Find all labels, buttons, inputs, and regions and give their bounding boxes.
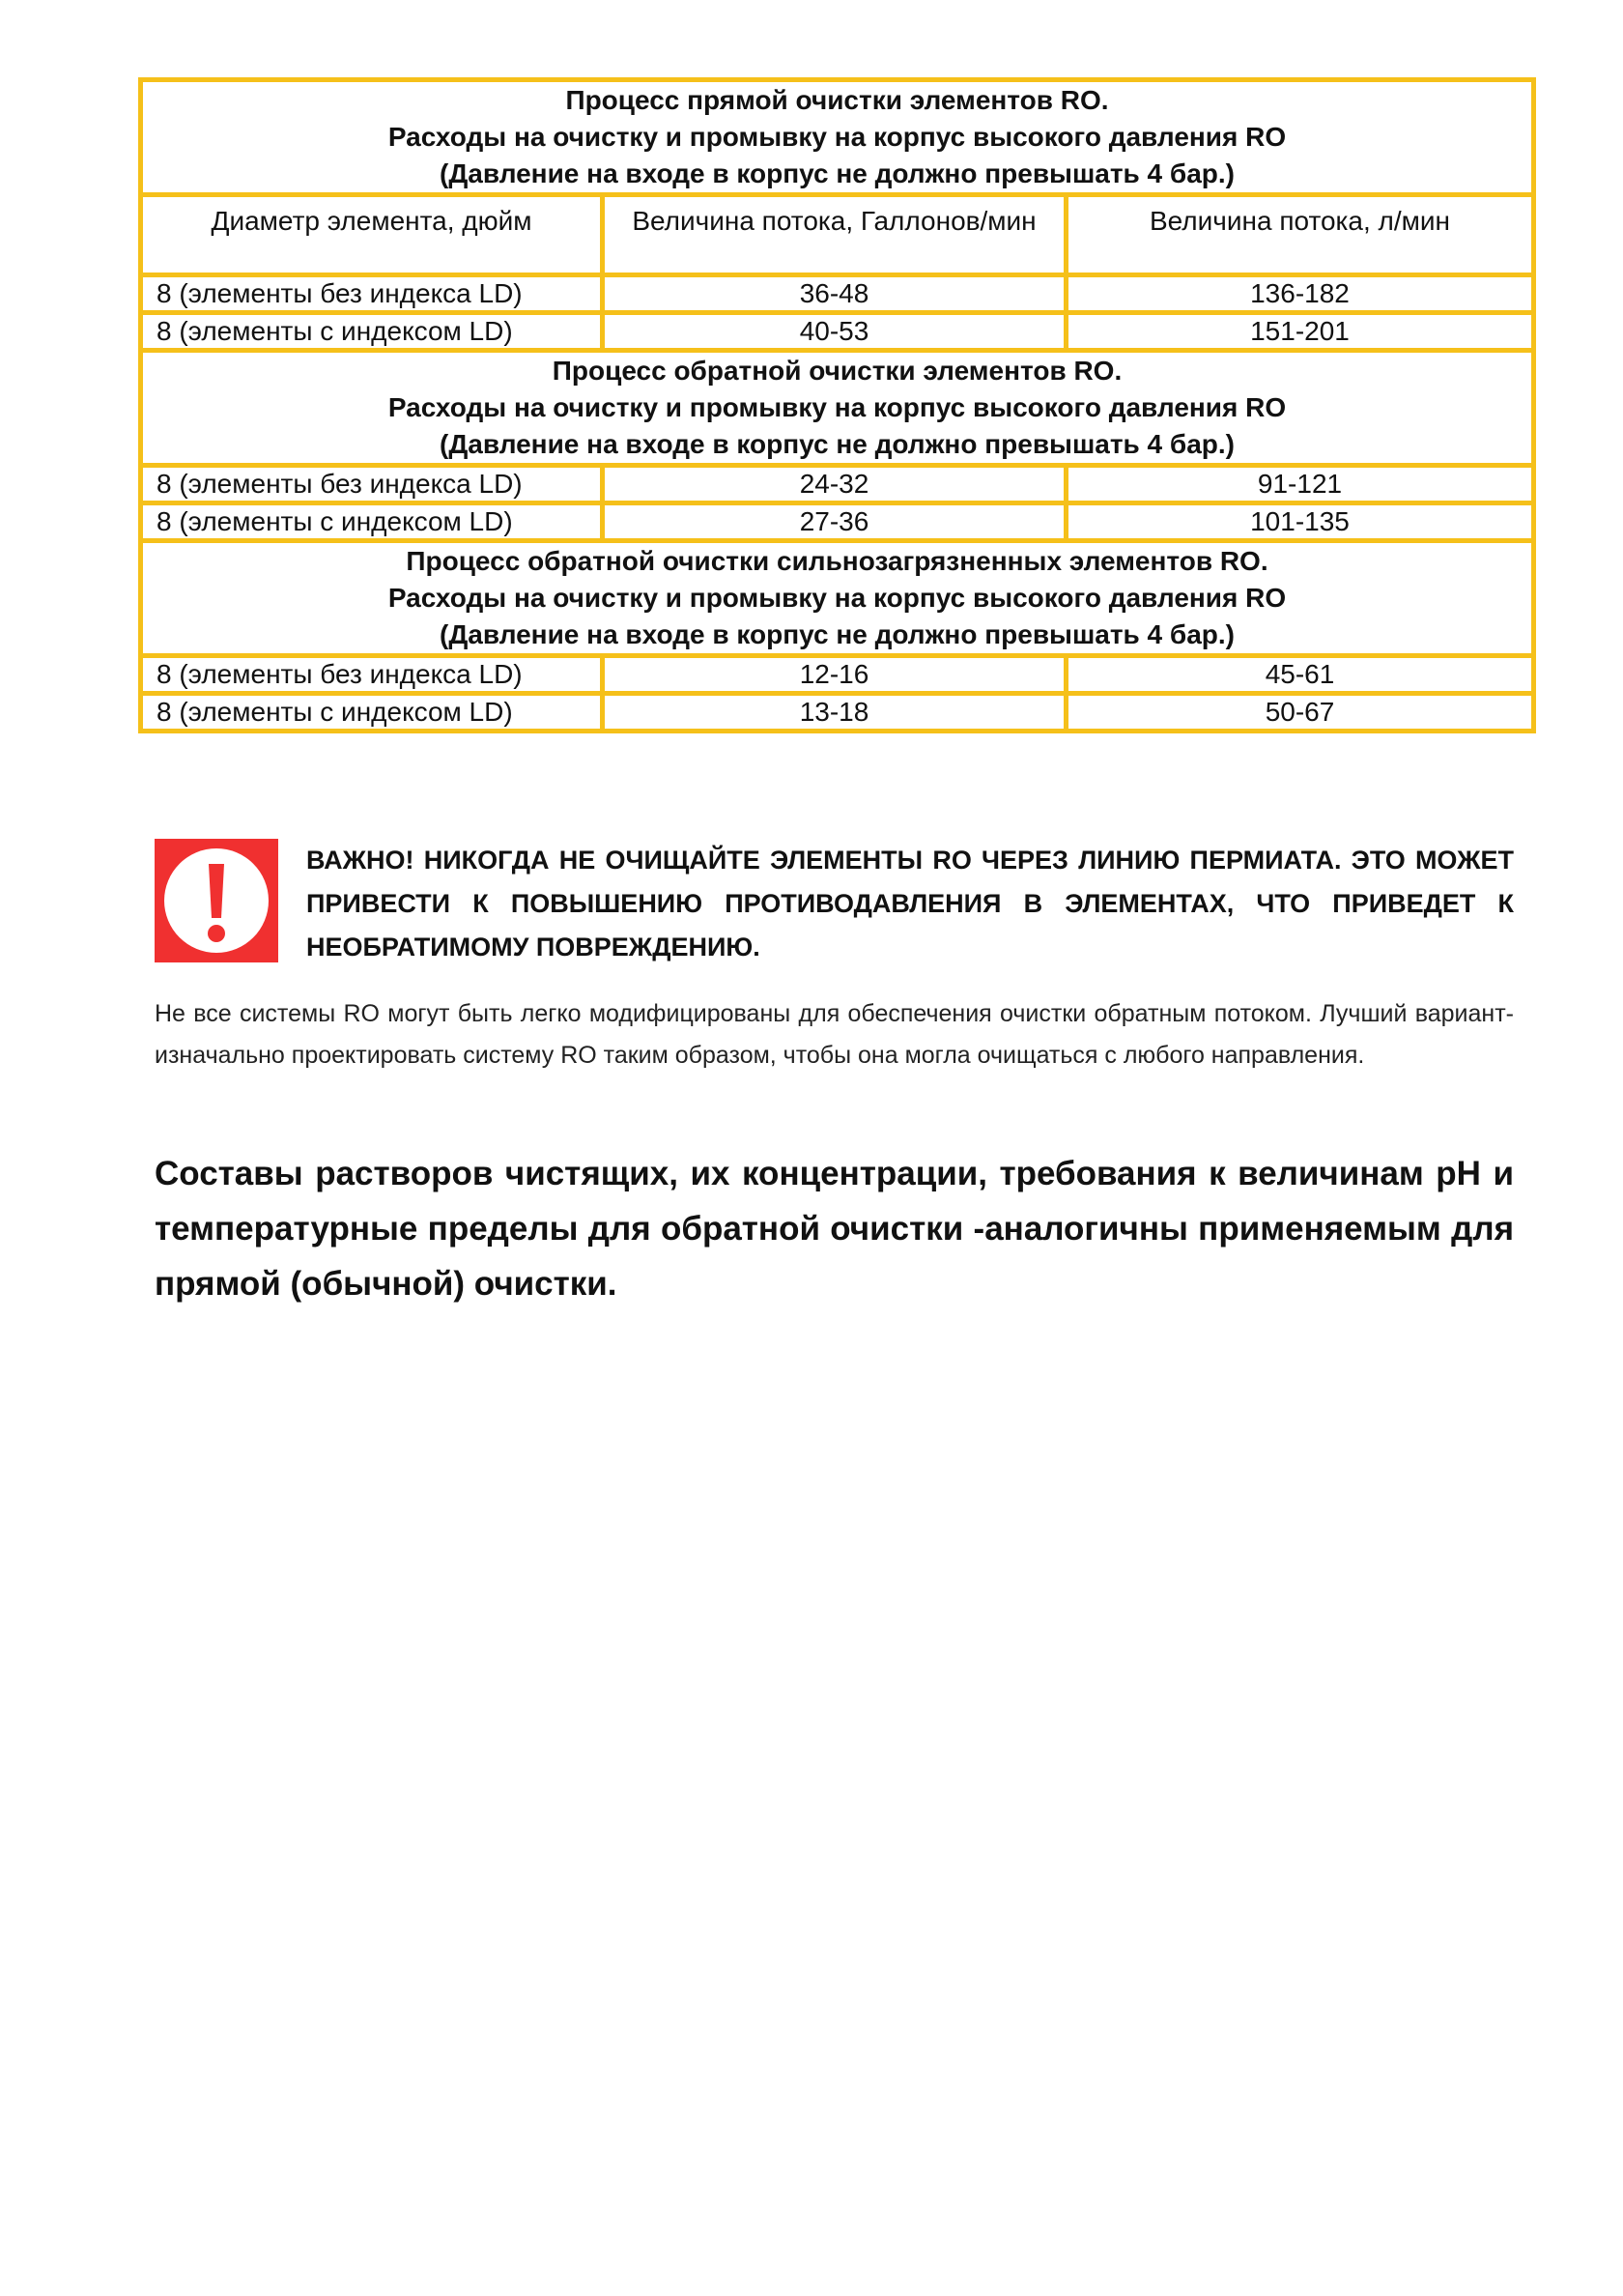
table-row: 8 (элементы с индексом LD) 40-53 151-201 xyxy=(141,313,1534,351)
table-row: 8 (элементы с индексом LD) 13-18 50-67 xyxy=(141,694,1534,732)
exclamation-icon xyxy=(155,839,278,962)
warning-box xyxy=(155,839,278,962)
column-header-gpm: Величина потока, Галлонов/мин xyxy=(603,195,1067,275)
note-paragraph: Не все системы RO могут быть легко модифицированы для обеспечения очистки обратным потоком. Лучший вариант- изначально проектировать систему RO таким образом, чтобы она могла очищаться с любого направления. xyxy=(155,1000,1514,1069)
warning-text: ВАЖНО! НИКОГДА НЕ ОЧИЩАЙТЕ ЭЛЕМЕНТЫ RO ЧЕРЕЗ ЛИНИЮ ПЕРМИАТА. ЭТО МОЖЕТ ПРИВЕСТИ К ПОВЫШЕНИЮ ПРОТИВОДАВЛЕНИЯ В ЭЛЕМЕНТАХ, ЧТО ПРИВЕДЕТ К НЕОБРАТИМОМУ ПОВРЕЖДЕНИЮ. xyxy=(306,846,1514,961)
section-2-title: Процесс обратной очистки элементов RO. Расходы на очистку и промывку на корпус высокого давления RO (Давление на входе в корпус не должно превышать 4 бар.) xyxy=(141,351,1534,466)
section-1-title: Процесс прямой очистки элементов RO. Расходы на очистку и промывку на корпус высокого давления RO (Давление на входе в корпус не должно превышать 4 бар.) xyxy=(141,80,1534,195)
summary-paragraph: Составы растворов чистящих, их концентрации, требования к величинам pH и температурные пределы для обратной очистки -аналогичны применяемым для прямой (обычной) очистки. xyxy=(155,1155,1514,1303)
column-header-diameter: Диаметр элемента, дюйм xyxy=(141,195,603,275)
cleaning-flow-table xyxy=(138,77,1536,733)
column-header-lpm: Величина потока, л/мин xyxy=(1067,195,1534,275)
table-row: 8 (элементы без индекса LD) 36-48 136-182 xyxy=(141,275,1534,313)
table-row: 8 (элементы без индекса LD) 24-32 91-121 xyxy=(141,466,1534,503)
table-row: 8 (элементы без индекса LD) 12-16 45-61 xyxy=(141,656,1534,694)
table-row: 8 (элементы с индексом LD) 27-36 101-135 xyxy=(141,503,1534,541)
section-3-title: Процесс обратной очистки сильнозагрязненных элементов RO. Расходы на очистку и промывку на корпус высокого давления RO (Давление на входе в корпус не должно превышать 4 бар.) xyxy=(141,541,1534,656)
